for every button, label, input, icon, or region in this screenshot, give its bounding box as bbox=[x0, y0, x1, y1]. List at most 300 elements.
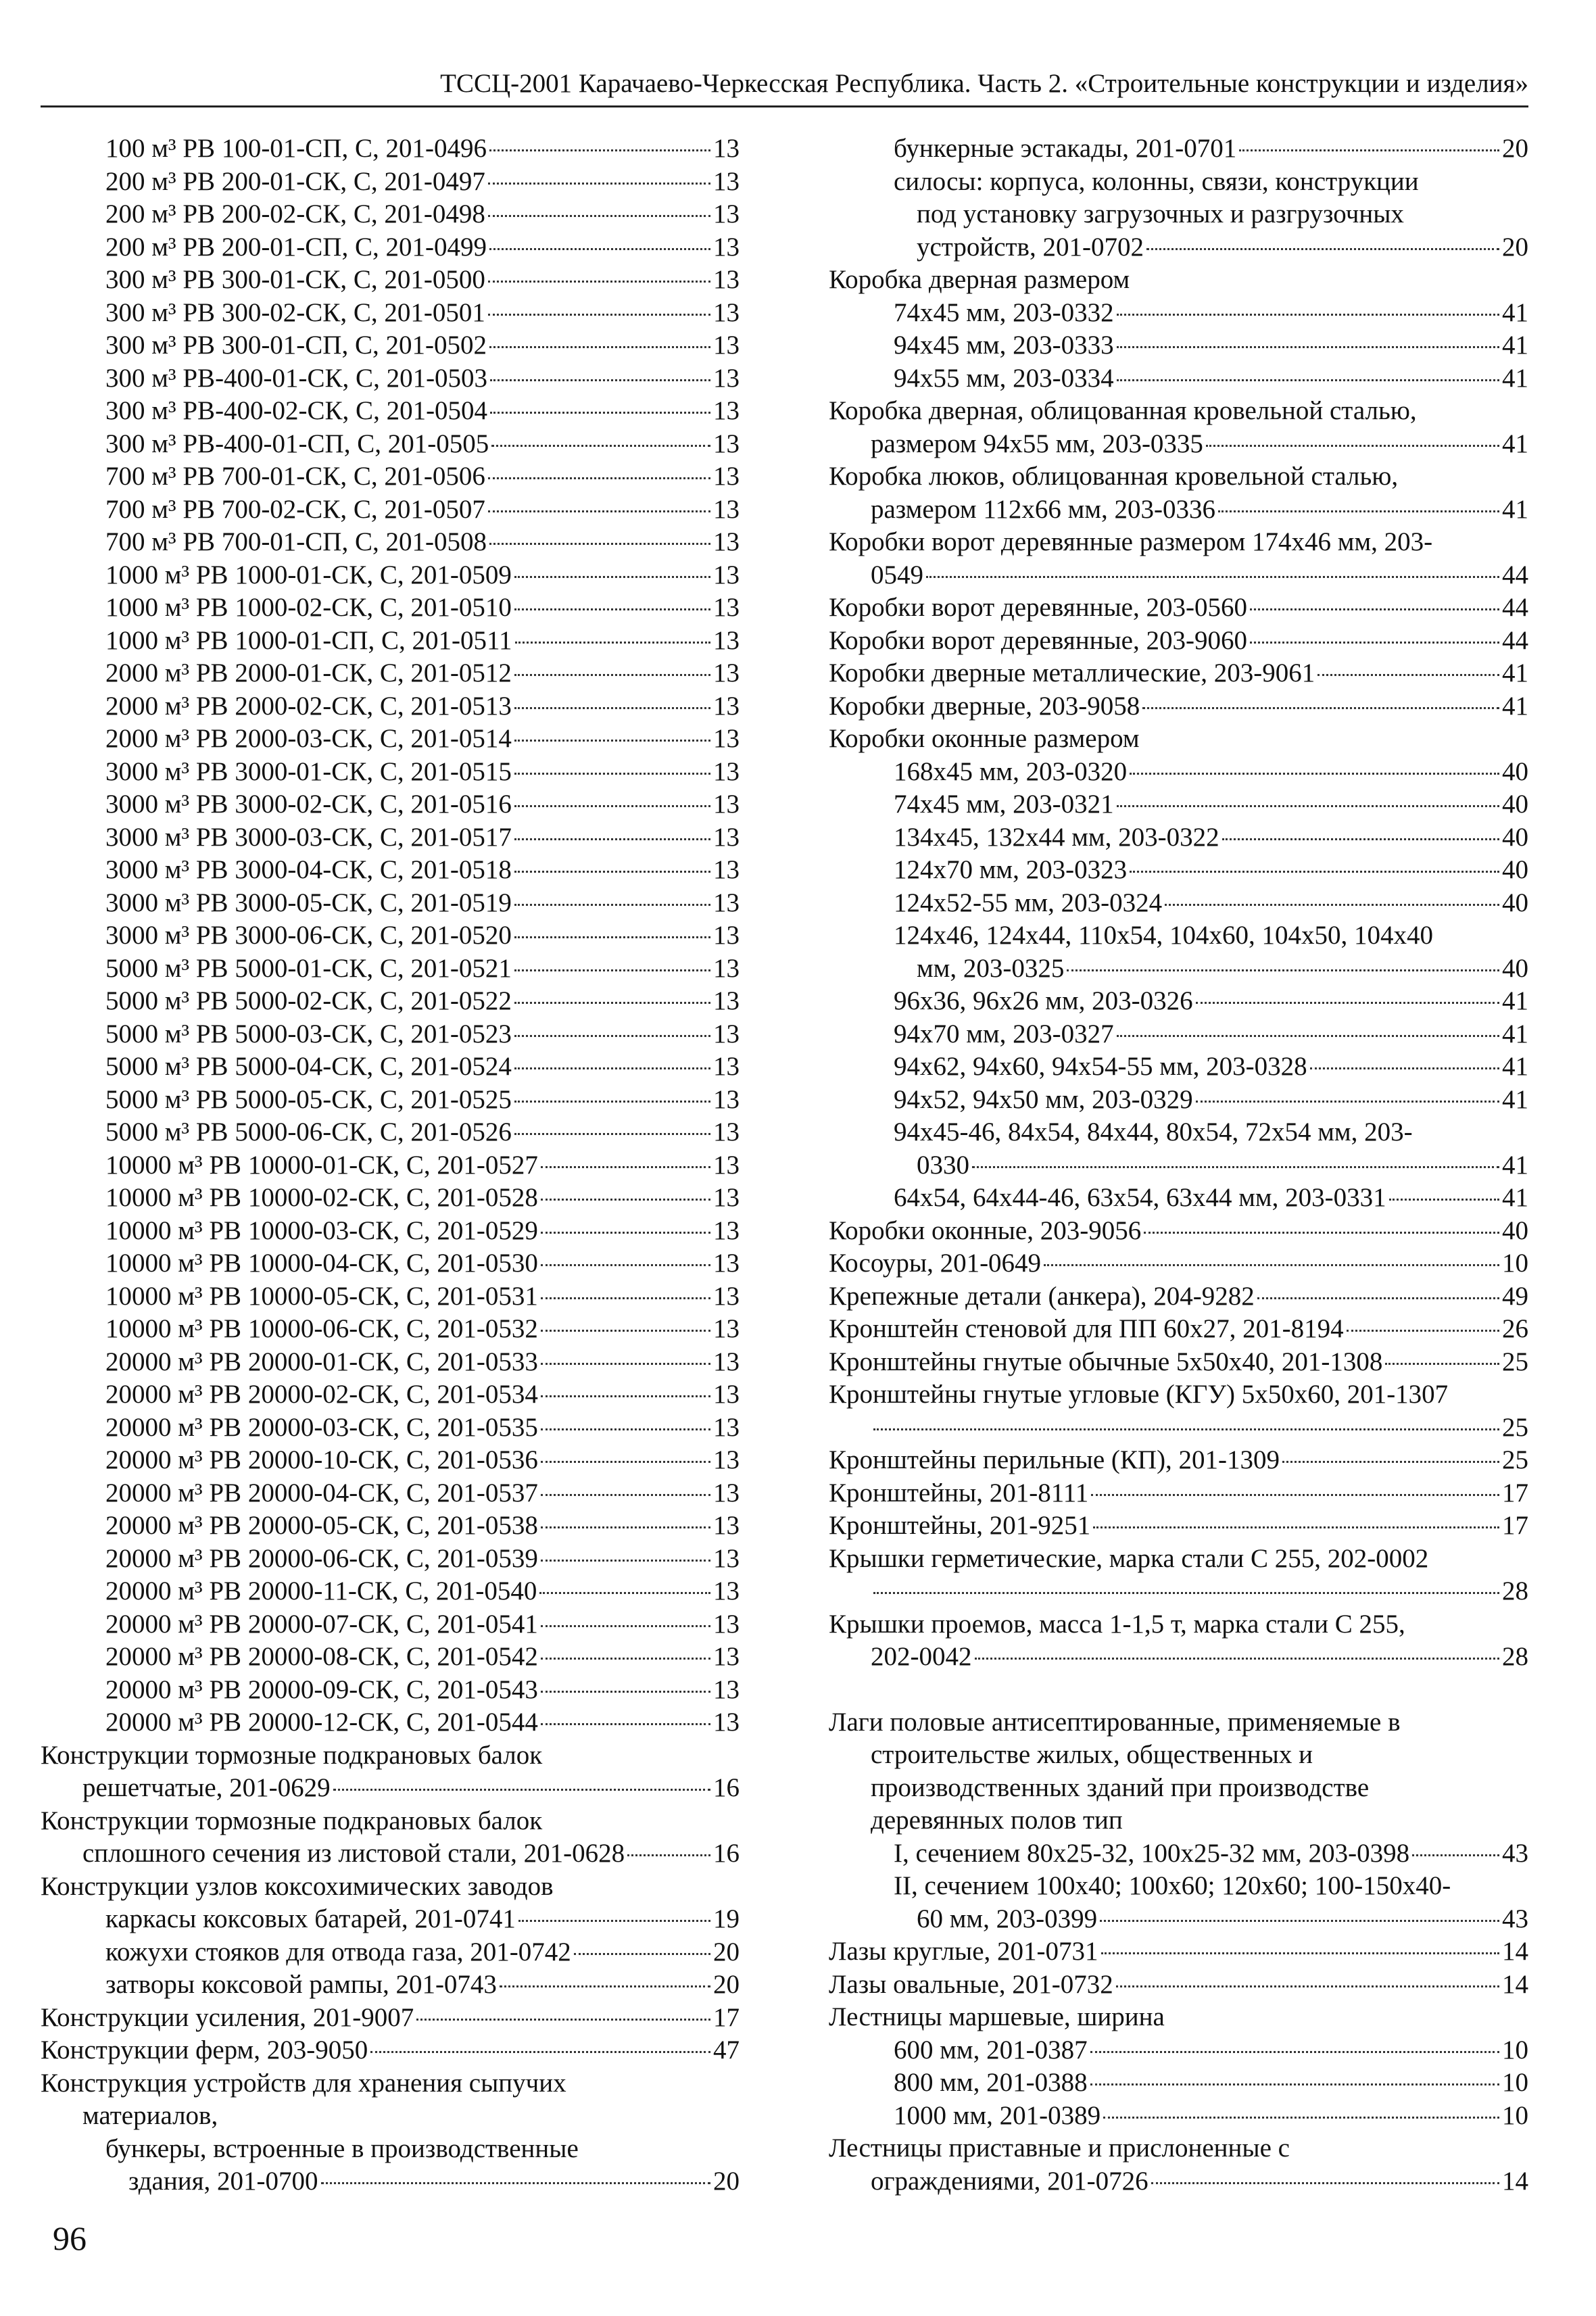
dot-leader bbox=[1103, 2117, 1499, 2119]
index-entry bbox=[41, 1871, 740, 1904]
dot-leader bbox=[1389, 1199, 1499, 1201]
index-entry-page: 13 bbox=[713, 494, 740, 524]
index-entry-text: 20000 м³ РВ 20000-05-СК, С, 201-0538 bbox=[105, 1511, 538, 1540]
index-entry-text: 5000 м³ РВ 5000-04-СК, С, 201-0524 bbox=[105, 1052, 512, 1081]
index-entry-line bbox=[105, 1084, 740, 1117]
index-entry-text: Лестницы приставные и прислоненные с bbox=[829, 2133, 1290, 2163]
index-entry-line bbox=[829, 1280, 1528, 1313]
index-entry-page: 13 bbox=[713, 1150, 740, 1180]
index-entry bbox=[41, 1805, 740, 1838]
index-entry-page: 25 bbox=[1502, 1445, 1528, 1474]
index-entry-line bbox=[829, 657, 1528, 690]
index-entry-page: 13 bbox=[713, 822, 740, 852]
index-entry-line bbox=[105, 985, 740, 1018]
index-entry bbox=[41, 1018, 740, 1051]
index-entry bbox=[829, 1444, 1528, 1477]
index-entry-text: Конструкции ферм, 203-9050 bbox=[41, 2035, 368, 2065]
index-entry-text: 600 мм, 201-0387 bbox=[894, 2035, 1088, 2065]
index-entry-page: 10 bbox=[1502, 1249, 1528, 1278]
index-entry-page: 13 bbox=[713, 560, 740, 589]
dot-leader bbox=[975, 1658, 1500, 1660]
dot-leader bbox=[1130, 773, 1499, 775]
index-entry bbox=[41, 854, 740, 887]
dot-leader bbox=[1044, 1264, 1499, 1266]
dot-leader bbox=[514, 1035, 710, 1037]
index-entry-text: Крышки герметические, марка стали С 255, 202-0002 bbox=[829, 1543, 1429, 1573]
dot-leader bbox=[514, 674, 710, 676]
index-entry-text: 200 м³ РВ 200-02-СК, С, 201-0498 bbox=[105, 199, 485, 228]
index-entry bbox=[41, 559, 740, 592]
index-entry-page: 13 bbox=[713, 265, 740, 294]
index-entry-line bbox=[105, 1182, 740, 1215]
index-entry-text: 300 м³ РВ 300-02-СК, С, 201-0501 bbox=[105, 297, 485, 327]
dot-leader bbox=[1091, 1494, 1499, 1496]
index-entry-page: 13 bbox=[713, 724, 740, 753]
index-entry-line bbox=[894, 2034, 1528, 2067]
index-entry-page: 41 bbox=[1502, 363, 1528, 393]
index-entry-line bbox=[105, 1543, 740, 1576]
index-entry-line bbox=[105, 329, 740, 362]
index-entry-page: 13 bbox=[713, 1380, 740, 1409]
index-entry-page: 13 bbox=[713, 331, 740, 360]
dot-leader bbox=[541, 1232, 710, 1234]
index-entry bbox=[829, 1804, 1528, 1837]
index-entry bbox=[41, 395, 740, 428]
index-entry-page: 13 bbox=[713, 986, 740, 1015]
index-entry bbox=[829, 2100, 1528, 2133]
index-entry-page: 41 bbox=[1502, 1052, 1528, 1081]
index-entry-page: 13 bbox=[713, 658, 740, 687]
index-entry-line bbox=[894, 821, 1528, 854]
index-entry bbox=[41, 1608, 740, 1641]
index-entry-text: производственных зданий при производстве bbox=[871, 1772, 1370, 1802]
index-entry-text: 700 м³ РВ 700-01-СП, С, 201-0508 bbox=[105, 527, 487, 556]
index-entry-text: 10000 м³ РВ 10000-03-СК, С, 201-0529 bbox=[105, 1215, 538, 1245]
index-entry-text: 5000 м³ РВ 5000-05-СК, С, 201-0525 bbox=[105, 1084, 512, 1114]
index-entry-page: 41 bbox=[1502, 429, 1528, 458]
index-entry-page: 13 bbox=[713, 1249, 740, 1278]
index-entry bbox=[41, 1969, 740, 2002]
index-entry-text: Лазы овальные, 201-0732 bbox=[829, 1969, 1113, 1999]
index-entry-page: 43 bbox=[1502, 1838, 1528, 1868]
index-entry bbox=[829, 493, 1528, 527]
index-entry-text: Кронштейны, 201-8111 bbox=[829, 1478, 1089, 1507]
index-entry bbox=[829, 1543, 1528, 1576]
dot-leader bbox=[518, 1920, 710, 1922]
index-entry bbox=[829, 1215, 1528, 1248]
index-entry bbox=[41, 1903, 740, 1936]
index-entry-line bbox=[917, 1149, 1528, 1182]
index-entry bbox=[829, 1378, 1528, 1412]
index-entry bbox=[41, 231, 740, 264]
dot-leader bbox=[1142, 707, 1499, 709]
index-entry-text: 0549 bbox=[871, 560, 923, 589]
dot-leader bbox=[1130, 871, 1499, 873]
index-entry-line bbox=[41, 2002, 740, 2035]
index-entry-line bbox=[105, 1018, 740, 1051]
index-entry bbox=[41, 1477, 740, 1510]
index-entry bbox=[41, 887, 740, 920]
dot-leader bbox=[488, 510, 710, 512]
index-entry-text: Коробки дверные, 203-9058 bbox=[829, 691, 1140, 721]
index-entry bbox=[41, 329, 740, 362]
index-entry bbox=[41, 690, 740, 723]
index-entry-line bbox=[105, 690, 740, 723]
index-entry-line bbox=[105, 1575, 740, 1608]
dot-leader bbox=[1101, 1952, 1499, 1954]
dot-leader bbox=[541, 1166, 710, 1168]
index-entry-line bbox=[829, 1215, 1528, 1248]
index-entry bbox=[829, 1412, 1528, 1445]
index-entry-text: Конструкции узлов коксохимических заводов bbox=[41, 1871, 554, 1901]
dot-leader bbox=[926, 576, 1499, 578]
dot-leader bbox=[489, 149, 710, 151]
index-entry-line bbox=[105, 264, 740, 297]
index-entry-text: 3000 м³ РВ 3000-06-СК, С, 201-0520 bbox=[105, 921, 512, 950]
index-entry-page: 16 bbox=[713, 1839, 740, 1868]
index-entry-line bbox=[105, 1313, 740, 1346]
dot-leader bbox=[514, 707, 710, 709]
index-entry-text: 94x52, 94x50 мм, 203-0329 bbox=[894, 1084, 1193, 1114]
dot-leader bbox=[514, 969, 710, 971]
index-entry-text: размером 94x55 мм, 203-0335 bbox=[871, 429, 1203, 458]
index-entry-line bbox=[105, 493, 740, 527]
index-entry-text: 300 м³ РВ 300-01-СП, С, 201-0502 bbox=[105, 331, 487, 360]
index-entry-text: 96x36, 96x26 мм, 203-0326 bbox=[894, 986, 1193, 1015]
index-entry-text: Коробки оконные размером bbox=[829, 724, 1140, 753]
index-entry-page: 20 bbox=[1502, 232, 1528, 262]
index-entry-line bbox=[894, 2067, 1528, 2100]
index-entry-line bbox=[128, 2165, 740, 2198]
index-entry-page: 13 bbox=[713, 527, 740, 556]
index-entry-line bbox=[82, 1837, 740, 1871]
index-entry-page: 47 bbox=[713, 2035, 740, 2065]
index-entry-page: 20 bbox=[1502, 134, 1528, 163]
index-entry-text: 20000 м³ РВ 20000-01-СК, С, 201-0533 bbox=[105, 1347, 538, 1376]
index-entry-text: 100 м³ РВ 100-01-СП, С, 201-0496 bbox=[105, 134, 487, 163]
index-entry-text: Коробки ворот деревянные, 203-9060 bbox=[829, 625, 1247, 655]
index-entry-text: 1000 мм, 201-0389 bbox=[894, 2100, 1101, 2130]
index-entry-page: 13 bbox=[713, 199, 740, 228]
index-entry-line bbox=[105, 1280, 740, 1313]
index-entry-page: 41 bbox=[1502, 1183, 1528, 1212]
index-entry-text: 94x45-46, 84x54, 84x44, 80x54, 72x54 мм, 203- bbox=[894, 1117, 1413, 1147]
index-entry-text: Кронштейны перильные (КП), 201-1309 bbox=[829, 1445, 1280, 1474]
dot-leader bbox=[972, 1166, 1499, 1168]
index-entry bbox=[41, 919, 740, 952]
dot-leader bbox=[488, 314, 710, 316]
dot-leader bbox=[514, 838, 710, 840]
index-entry-text: материалов, bbox=[82, 2101, 218, 2130]
dot-leader bbox=[541, 1428, 710, 1430]
index-entry-line bbox=[894, 756, 1528, 789]
index-entry-text: 202-0042 bbox=[871, 1642, 972, 1671]
dot-leader bbox=[1090, 2083, 1499, 2085]
index-entry-text: Крышки проемов, масса 1-1,5 т, марка стали С 255, bbox=[829, 1609, 1405, 1639]
index-entry-text: размером 112x66 мм, 203-0336 bbox=[871, 494, 1215, 524]
dot-leader bbox=[488, 281, 710, 283]
index-entry-page: 13 bbox=[713, 1642, 740, 1671]
index-entry-line bbox=[105, 1674, 740, 1707]
index-entry-line bbox=[105, 1378, 740, 1412]
dot-leader bbox=[514, 1067, 710, 1069]
index-entry-page: 40 bbox=[1502, 822, 1528, 852]
index-entry-text: 20000 м³ РВ 20000-12-СК, С, 201-0544 bbox=[105, 1708, 538, 1737]
index-entry-page: 40 bbox=[1502, 756, 1528, 786]
index-entry-text: 74x45 мм, 203-0332 bbox=[894, 297, 1114, 327]
index-entry-text: 10000 м³ РВ 10000-04-СК, С, 201-0530 bbox=[105, 1249, 538, 1278]
index-entry-text: Кронштейны гнутые угловые (КГУ) 5x50x60, 201-1307 bbox=[829, 1380, 1449, 1409]
index-entry-line bbox=[105, 657, 740, 690]
index-entry-text: 20000 м³ РВ 20000-10-СК, С, 201-0536 bbox=[105, 1445, 538, 1474]
index-entry-page: 13 bbox=[713, 1478, 740, 1507]
index-entry bbox=[41, 1084, 740, 1117]
index-entry-line bbox=[829, 1444, 1528, 1477]
dot-leader bbox=[1116, 1985, 1499, 1987]
index-entry-line bbox=[105, 1116, 740, 1149]
index-entry-text: 94x70 мм, 203-0327 bbox=[894, 1019, 1114, 1048]
index-entry bbox=[829, 1903, 1528, 1936]
index-entry-line bbox=[894, 1182, 1528, 1215]
index-entry-line bbox=[105, 1444, 740, 1477]
index-entry-line bbox=[829, 1510, 1528, 1543]
index-entry-page: 17 bbox=[1502, 1511, 1528, 1540]
index-entry-text: 300 м³ РВ 300-01-СК, С, 201-0500 bbox=[105, 265, 485, 294]
index-entry-page: 13 bbox=[713, 1511, 740, 1540]
dot-leader bbox=[1067, 969, 1499, 971]
index-entry bbox=[829, 723, 1528, 756]
index-entry-text: устройств, 201-0702 bbox=[917, 232, 1144, 262]
index-entry-text: мм, 203-0325 bbox=[917, 953, 1065, 983]
index-entry-text: 10000 м³ РВ 10000-06-СК, С, 201-0532 bbox=[105, 1314, 538, 1343]
index-entry-line bbox=[105, 297, 740, 330]
index-entry bbox=[41, 2034, 740, 2067]
index-entry bbox=[829, 1149, 1528, 1182]
index-entry-page: 40 bbox=[1502, 1215, 1528, 1245]
index-entry bbox=[829, 2034, 1528, 2067]
index-entry bbox=[829, 952, 1528, 986]
index-entry-page: 41 bbox=[1502, 331, 1528, 360]
index-entry bbox=[829, 854, 1528, 887]
dot-leader bbox=[333, 1789, 710, 1791]
index-entry-line bbox=[105, 723, 740, 756]
index-entry-page: 20 bbox=[713, 1937, 740, 1967]
index-entry bbox=[829, 1280, 1528, 1313]
dot-leader bbox=[514, 608, 710, 610]
index-entry-line bbox=[105, 559, 740, 592]
dot-leader bbox=[873, 1592, 1499, 1594]
index-entry-line bbox=[894, 132, 1528, 166]
index-entry-text: решетчатые, 201-0629 bbox=[82, 1773, 331, 1802]
index-entry-line bbox=[105, 821, 740, 854]
index-entry-line bbox=[105, 428, 740, 461]
index-entry-line bbox=[829, 1935, 1528, 1969]
index-entry-page: 13 bbox=[713, 396, 740, 425]
dot-leader bbox=[541, 1691, 710, 1693]
dot-leader bbox=[1412, 1854, 1499, 1856]
index-entry bbox=[41, 788, 740, 821]
index-entry-text: 2000 м³ РВ 2000-02-СК, С, 201-0513 bbox=[105, 691, 512, 721]
dot-leader bbox=[1347, 1330, 1499, 1332]
index-entry bbox=[41, 1543, 740, 1576]
dot-leader bbox=[627, 1854, 710, 1856]
index-entry-page: 13 bbox=[713, 921, 740, 950]
index-entry bbox=[41, 1444, 740, 1477]
index-entry-text: 60 мм, 203-0399 bbox=[917, 1904, 1098, 1933]
index-entry-page: 44 bbox=[1502, 593, 1528, 622]
index-entry-text: 200 м³ РВ 200-01-СК, С, 201-0497 bbox=[105, 166, 485, 196]
index-entry-page: 13 bbox=[713, 790, 740, 819]
index-entry-page: 13 bbox=[713, 1445, 740, 1474]
index-entry-page: 10 bbox=[1502, 2100, 1528, 2130]
index-entry-text: I, сечением 80x25-32, 100x25-32 мм, 203-0398 bbox=[894, 1838, 1410, 1868]
index-entry bbox=[41, 1051, 740, 1084]
dot-leader bbox=[1144, 1232, 1499, 1234]
index-entry bbox=[829, 1739, 1528, 1772]
index-entry-page: 13 bbox=[713, 429, 740, 458]
index-entry bbox=[829, 362, 1528, 395]
index-entry bbox=[41, 264, 740, 297]
index-entry-text: строительстве жилых, общественных и bbox=[871, 1740, 1313, 1769]
index-entry-text: 20000 м³ РВ 20000-03-СК, С, 201-0535 bbox=[105, 1412, 538, 1442]
dot-leader bbox=[500, 1985, 710, 1987]
index-entry bbox=[41, 1116, 740, 1149]
dot-leader bbox=[541, 1199, 710, 1201]
index-spacer bbox=[829, 1674, 1528, 1706]
index-entry-page: 13 bbox=[713, 1183, 740, 1212]
index-entry-line bbox=[105, 1706, 740, 1739]
index-entry-line bbox=[829, 690, 1528, 723]
dot-leader bbox=[574, 1953, 710, 1955]
index-entry bbox=[41, 428, 740, 461]
index-entry-text: 94x55 мм, 203-0334 bbox=[894, 363, 1114, 393]
index-entry-line bbox=[105, 1510, 740, 1543]
dot-leader bbox=[1117, 379, 1499, 381]
index-entry bbox=[41, 1247, 740, 1280]
dot-leader bbox=[541, 1526, 710, 1528]
dot-leader bbox=[490, 412, 710, 414]
index-entry-text: бункеры, встроенные в производственные bbox=[105, 2133, 579, 2163]
index-entry-text: бункерные эстакады, 201-0701 bbox=[894, 134, 1237, 163]
index-entry-page: 25 bbox=[1502, 1347, 1528, 1376]
index-entry bbox=[829, 985, 1528, 1018]
index-entry bbox=[829, 559, 1528, 592]
index-entry-page: 13 bbox=[713, 462, 740, 491]
index-entry-line bbox=[829, 1969, 1528, 2002]
dot-leader bbox=[1117, 1035, 1499, 1037]
index-entry bbox=[829, 2067, 1528, 2100]
index-entry-line bbox=[894, 362, 1528, 395]
index-entry-text: 2000 м³ РВ 2000-03-СК, С, 201-0514 bbox=[105, 724, 512, 753]
index-entry bbox=[41, 362, 740, 395]
index-entry-page: 10 bbox=[1502, 2035, 1528, 2065]
dot-leader bbox=[488, 183, 710, 185]
index-entry-page: 41 bbox=[1502, 297, 1528, 327]
index-entry bbox=[829, 1051, 1528, 1084]
index-entry-page: 41 bbox=[1502, 1150, 1528, 1180]
index-entry bbox=[829, 460, 1528, 493]
index-entry-page: 13 bbox=[713, 1084, 740, 1114]
index-entry-text: 10000 м³ РВ 10000-01-СК, С, 201-0527 bbox=[105, 1150, 538, 1180]
index-entry bbox=[41, 166, 740, 199]
index-entry-line bbox=[894, 1084, 1528, 1117]
index-entry bbox=[41, 493, 740, 527]
index-entry-line bbox=[871, 1575, 1528, 1608]
index-entry-text: 300 м³ РВ-400-01-СК, С, 201-0503 bbox=[105, 363, 488, 393]
index-entry bbox=[829, 132, 1528, 166]
index-entry-line bbox=[105, 1215, 740, 1248]
index-entry-text: Коробки ворот деревянные, 203-0560 bbox=[829, 593, 1247, 622]
index-entry-text: Коробка дверная размером bbox=[829, 265, 1130, 294]
index-entry-line bbox=[917, 952, 1528, 986]
dot-leader bbox=[1257, 1297, 1499, 1299]
dot-leader bbox=[541, 1330, 710, 1332]
index-entry bbox=[829, 1641, 1528, 1674]
index-entry bbox=[41, 1182, 740, 1215]
dot-leader bbox=[1310, 1067, 1499, 1069]
index-entry-line bbox=[894, 788, 1528, 821]
index-entry bbox=[41, 1575, 740, 1608]
dot-leader bbox=[1250, 642, 1499, 644]
index-entry bbox=[829, 1510, 1528, 1543]
index-entry-line bbox=[894, 329, 1528, 362]
index-entry-text: 20000 м³ РВ 20000-08-СК, С, 201-0542 bbox=[105, 1642, 538, 1671]
index-entry bbox=[41, 1641, 740, 1674]
index-entry bbox=[829, 297, 1528, 330]
index-entry-text: Косоуры, 201-0649 bbox=[829, 1249, 1042, 1278]
index-entry-page: 13 bbox=[713, 1543, 740, 1573]
index-entry-text: каркасы коксовых батарей, 201-0741 bbox=[105, 1904, 516, 1933]
index-entry bbox=[829, 1116, 1528, 1149]
dot-leader bbox=[1385, 1363, 1499, 1365]
index-entry-line bbox=[894, 854, 1528, 887]
index-entry-line bbox=[105, 788, 740, 821]
index-entry-text: 200 м³ РВ 200-01-СП, С, 201-0499 bbox=[105, 232, 487, 262]
page-header: ТССЦ-2001 Карачаево-Черкесская Республика. Часть 2. «Строительные конструкции и изделия» bbox=[41, 62, 1528, 107]
index-entry-line bbox=[871, 559, 1528, 592]
dot-leader bbox=[1206, 445, 1499, 447]
index-entry bbox=[829, 1837, 1528, 1871]
index-entry-line bbox=[41, 2034, 740, 2067]
dot-leader bbox=[489, 248, 710, 250]
index-entry bbox=[829, 1346, 1528, 1379]
index-entry bbox=[829, 690, 1528, 723]
index-entry bbox=[829, 1870, 1528, 1903]
dot-leader bbox=[1196, 1101, 1499, 1103]
index-entry-page: 44 bbox=[1502, 560, 1528, 589]
dot-leader bbox=[491, 445, 710, 447]
index-entry bbox=[829, 2001, 1528, 2034]
index-entry-page: 13 bbox=[713, 134, 740, 163]
index-entry-text: 10000 м³ РВ 10000-02-СК, С, 201-0528 bbox=[105, 1183, 538, 1212]
index-entry bbox=[829, 2132, 1528, 2165]
dot-leader bbox=[541, 1363, 710, 1365]
dot-leader bbox=[541, 1625, 710, 1627]
index-entry bbox=[829, 1247, 1528, 1280]
index-entry-text: 20000 м³ РВ 20000-06-СК, С, 201-0539 bbox=[105, 1543, 538, 1573]
index-entry bbox=[829, 919, 1528, 952]
index-entry-text: 20000 м³ РВ 20000-04-СК, С, 201-0537 bbox=[105, 1478, 538, 1507]
dot-leader bbox=[1093, 1526, 1499, 1528]
dot-leader bbox=[1117, 346, 1499, 348]
index-entry bbox=[829, 166, 1528, 199]
dot-leader bbox=[1218, 510, 1499, 512]
index-entry-page: 13 bbox=[713, 1019, 740, 1048]
dot-leader bbox=[1146, 248, 1499, 250]
index-entry-text: 300 м³ РВ-400-02-СК, С, 201-0504 bbox=[105, 396, 488, 425]
dot-leader bbox=[541, 1494, 710, 1496]
dot-leader bbox=[541, 1297, 710, 1299]
